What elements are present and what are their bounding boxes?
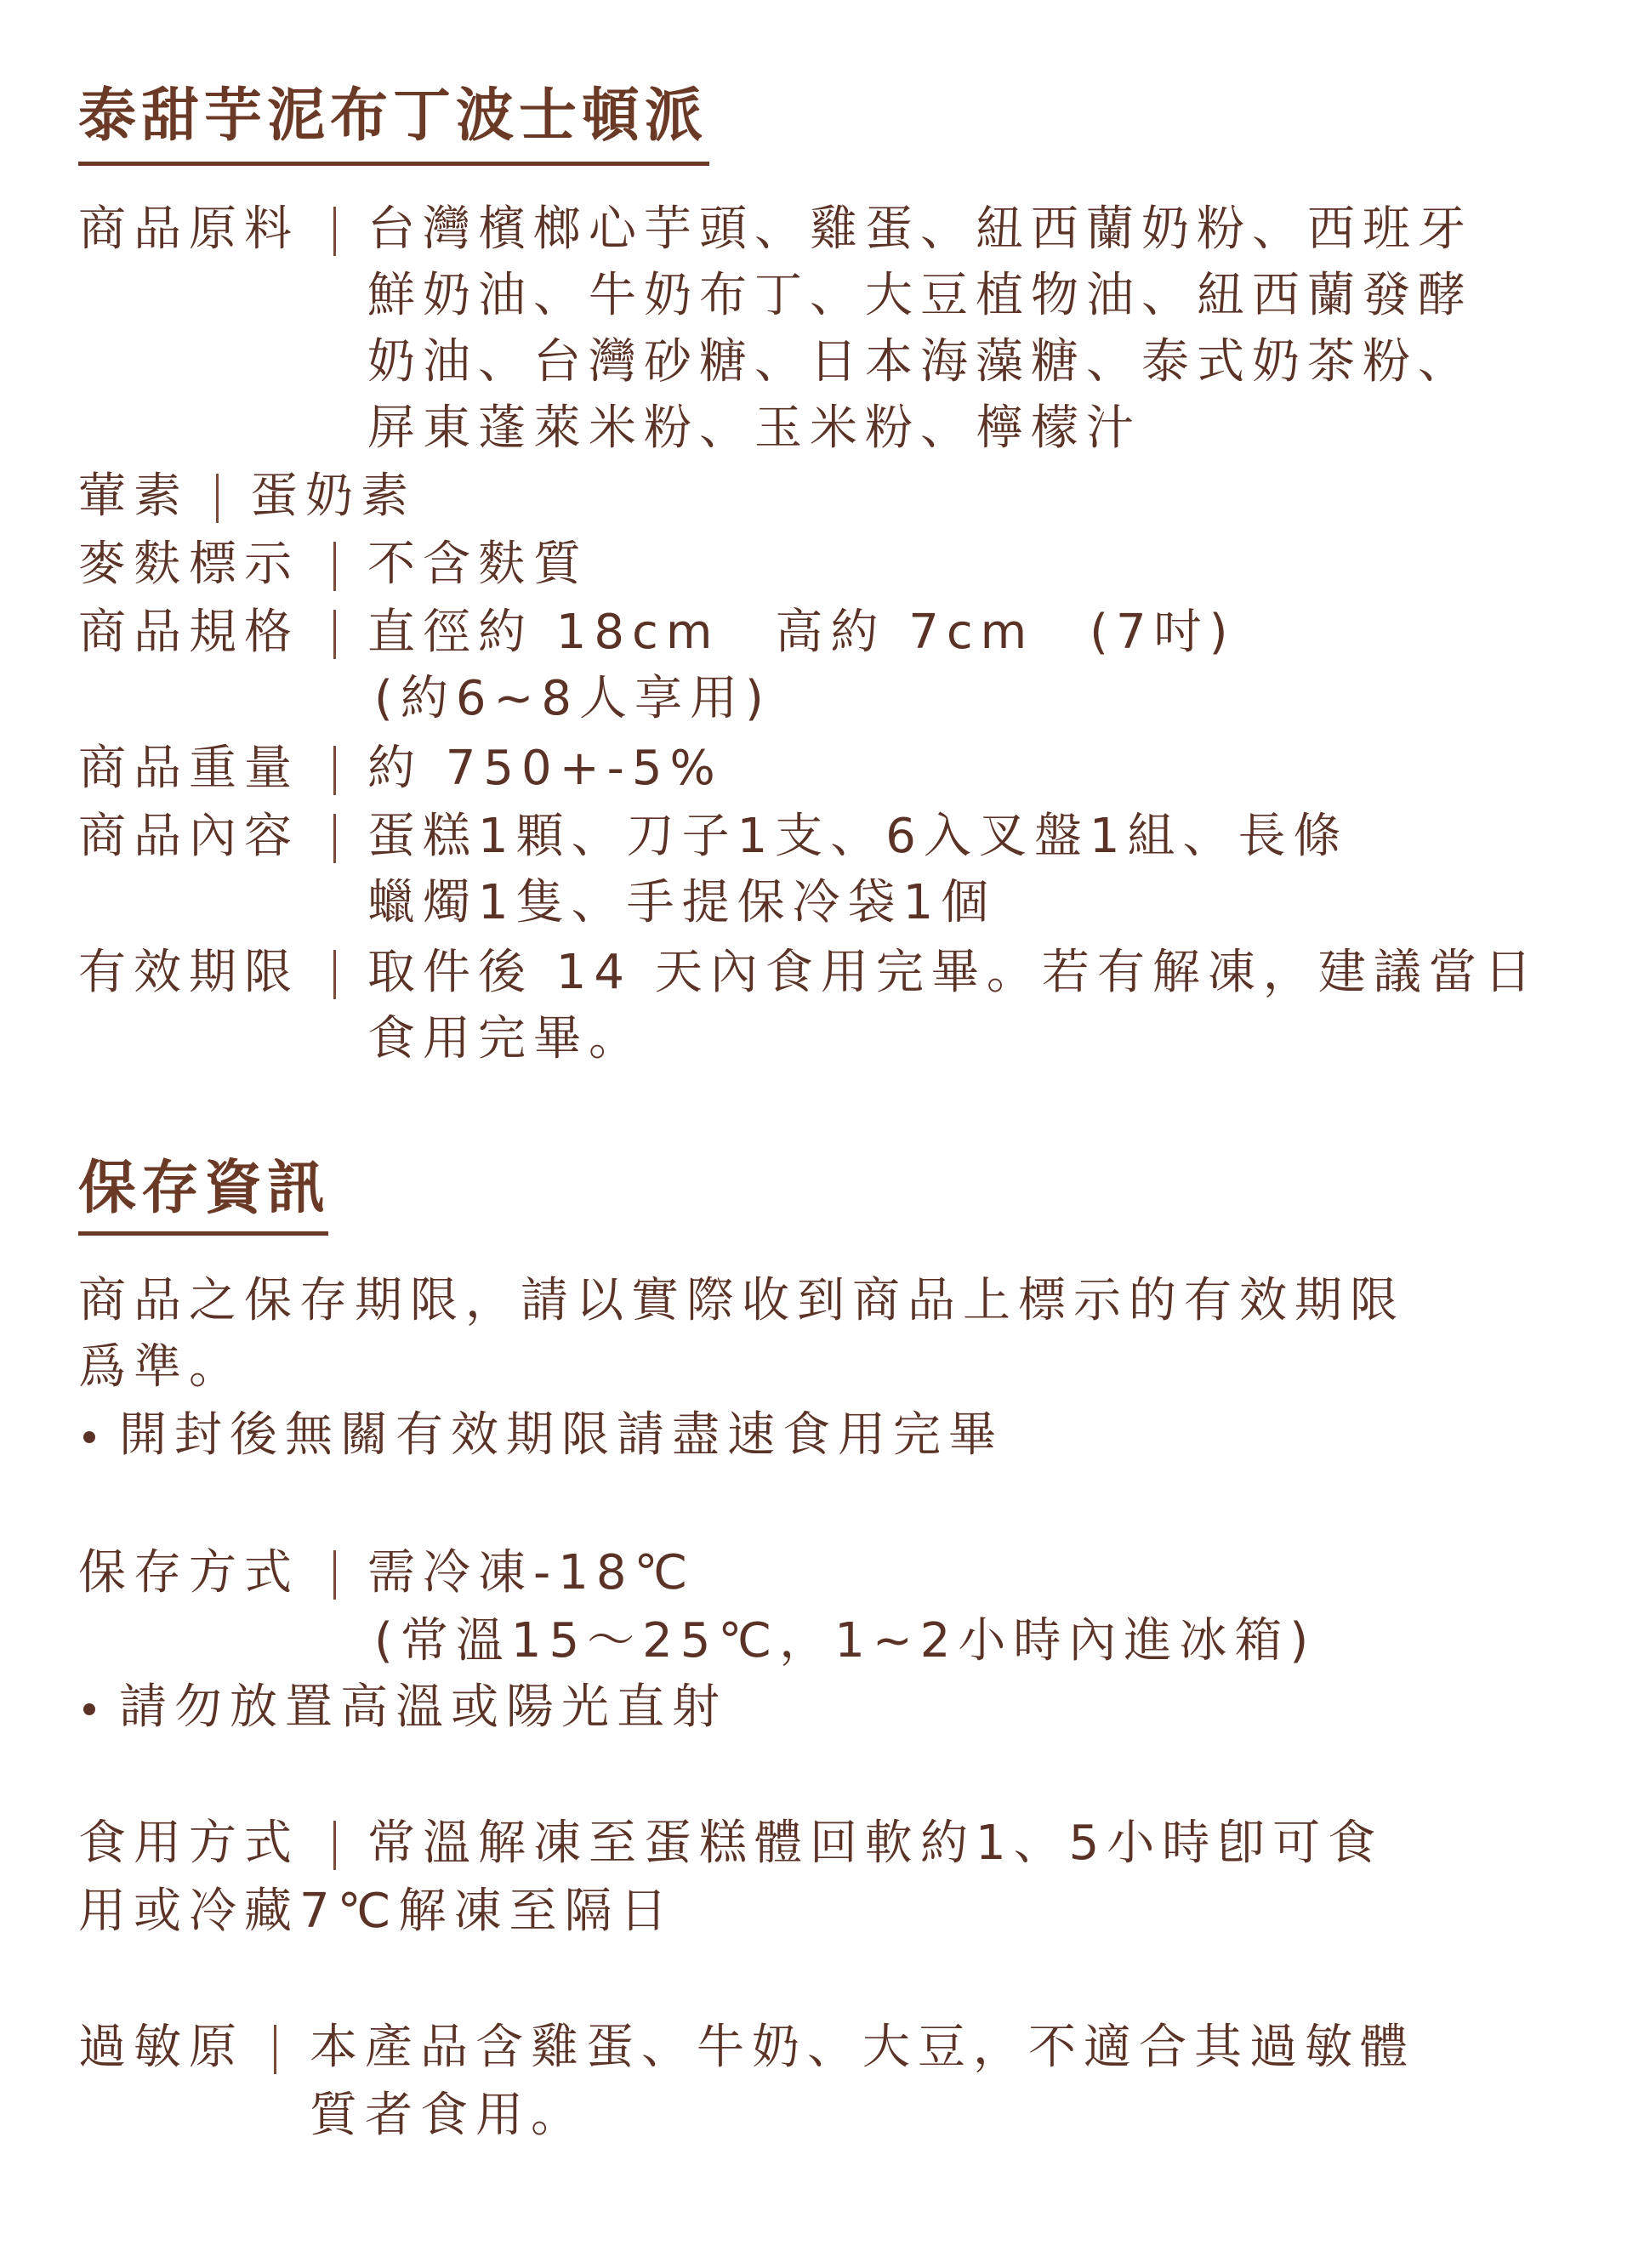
allergen-line-1: 本產品含雞蛋、牛奶、大豆，不適合其過敏體 [310, 2020, 1415, 2075]
size-line-2: (約6~8人享用) [374, 671, 771, 726]
label-separator [333, 610, 336, 659]
label-separator [216, 474, 219, 523]
expiry-line-2: 食用完畢。 [367, 1011, 644, 1066]
label-separator [333, 1821, 336, 1870]
diet-label: 葷素 [78, 469, 189, 524]
bullet-icon [83, 1703, 95, 1715]
ingredients-line-4: 屏東蓬萊米粉、玉米粉、檸檬汁 [367, 401, 1141, 456]
label-separator [333, 207, 336, 256]
contents-line-1: 蛋糕1顆、刀子1支、6入叉盤1組、長條 [367, 809, 1349, 864]
weight-label: 商品重量 [78, 741, 299, 796]
product-title: 泰甜芋泥布丁波士頓派 [78, 82, 708, 150]
eating-method-line-1: 常溫解凍至蛋糕體回軟約1、5小時卽可食 [367, 1816, 1384, 1871]
eating-method-line-2: 用或冷藏7℃解凍至隔日 [78, 1884, 675, 1939]
product-title-underline [78, 162, 709, 166]
ingredients-line-1: 台灣檳榔心芋頭、雞蛋、紐西蘭奶粉、西班牙 [367, 202, 1473, 257]
storage-method-label: 保存方式 [78, 1545, 299, 1600]
contents-line-2: 蠟燭1隻、手提保冷袋1個 [367, 875, 997, 930]
label-separator [333, 746, 336, 795]
ingredients-line-2: 鮮奶油、牛奶布丁、大豆植物油、紐西蘭發酵 [367, 268, 1473, 323]
storage-intro-line-1: 商品之保存期限，請以實際收到商品上標示的有效期限 [78, 1273, 1405, 1328]
ingredients-label: 商品原料 [78, 202, 299, 257]
label-separator [274, 2025, 276, 2074]
storage-title: 保存資訊 [78, 1155, 331, 1222]
storage-method-line-1: 需冷凍-18℃ [367, 1545, 696, 1600]
contents-label: 商品內容 [78, 809, 299, 864]
expiry-line-1: 取件後 14 天內食用完畢。若有解凍，建議當日 [367, 945, 1539, 1000]
allergen-line-2: 質者食用。 [310, 2088, 586, 2143]
expiry-label: 有效期限 [78, 945, 299, 1000]
label-separator [333, 814, 336, 863]
storage-title-underline [78, 1231, 328, 1236]
ingredients-line-3: 奶油、台灣砂糖、日本海藻糖、泰式奶茶粉、 [367, 334, 1473, 389]
size-line-1: 直徑約 18cm 高約 7cm (7吋) [367, 605, 1236, 660]
label-separator [333, 542, 336, 591]
weight-value: 約 750+-5% [367, 741, 723, 796]
storage-note-opened: 開封後無關有效期限請盡速食用完畢 [119, 1407, 1004, 1463]
allergen-label: 過敏原 [78, 2020, 244, 2075]
storage-note-heat: 請勿放置高溫或陽光直射 [119, 1680, 727, 1735]
label-separator [333, 1550, 336, 1600]
gluten-value: 不含麩質 [367, 537, 589, 592]
storage-method-line-2: (常溫15～25℃，1~2小時內進冰箱) [374, 1613, 1317, 1668]
storage-intro-line-2: 爲準。 [78, 1339, 244, 1395]
gluten-label: 麥麩標示 [78, 537, 299, 592]
diet-value: 蛋奶素 [250, 469, 416, 524]
bullet-icon [83, 1431, 95, 1443]
size-label: 商品規格 [78, 605, 299, 660]
label-separator [333, 950, 336, 999]
eating-method-label: 食用方式 [78, 1816, 299, 1871]
